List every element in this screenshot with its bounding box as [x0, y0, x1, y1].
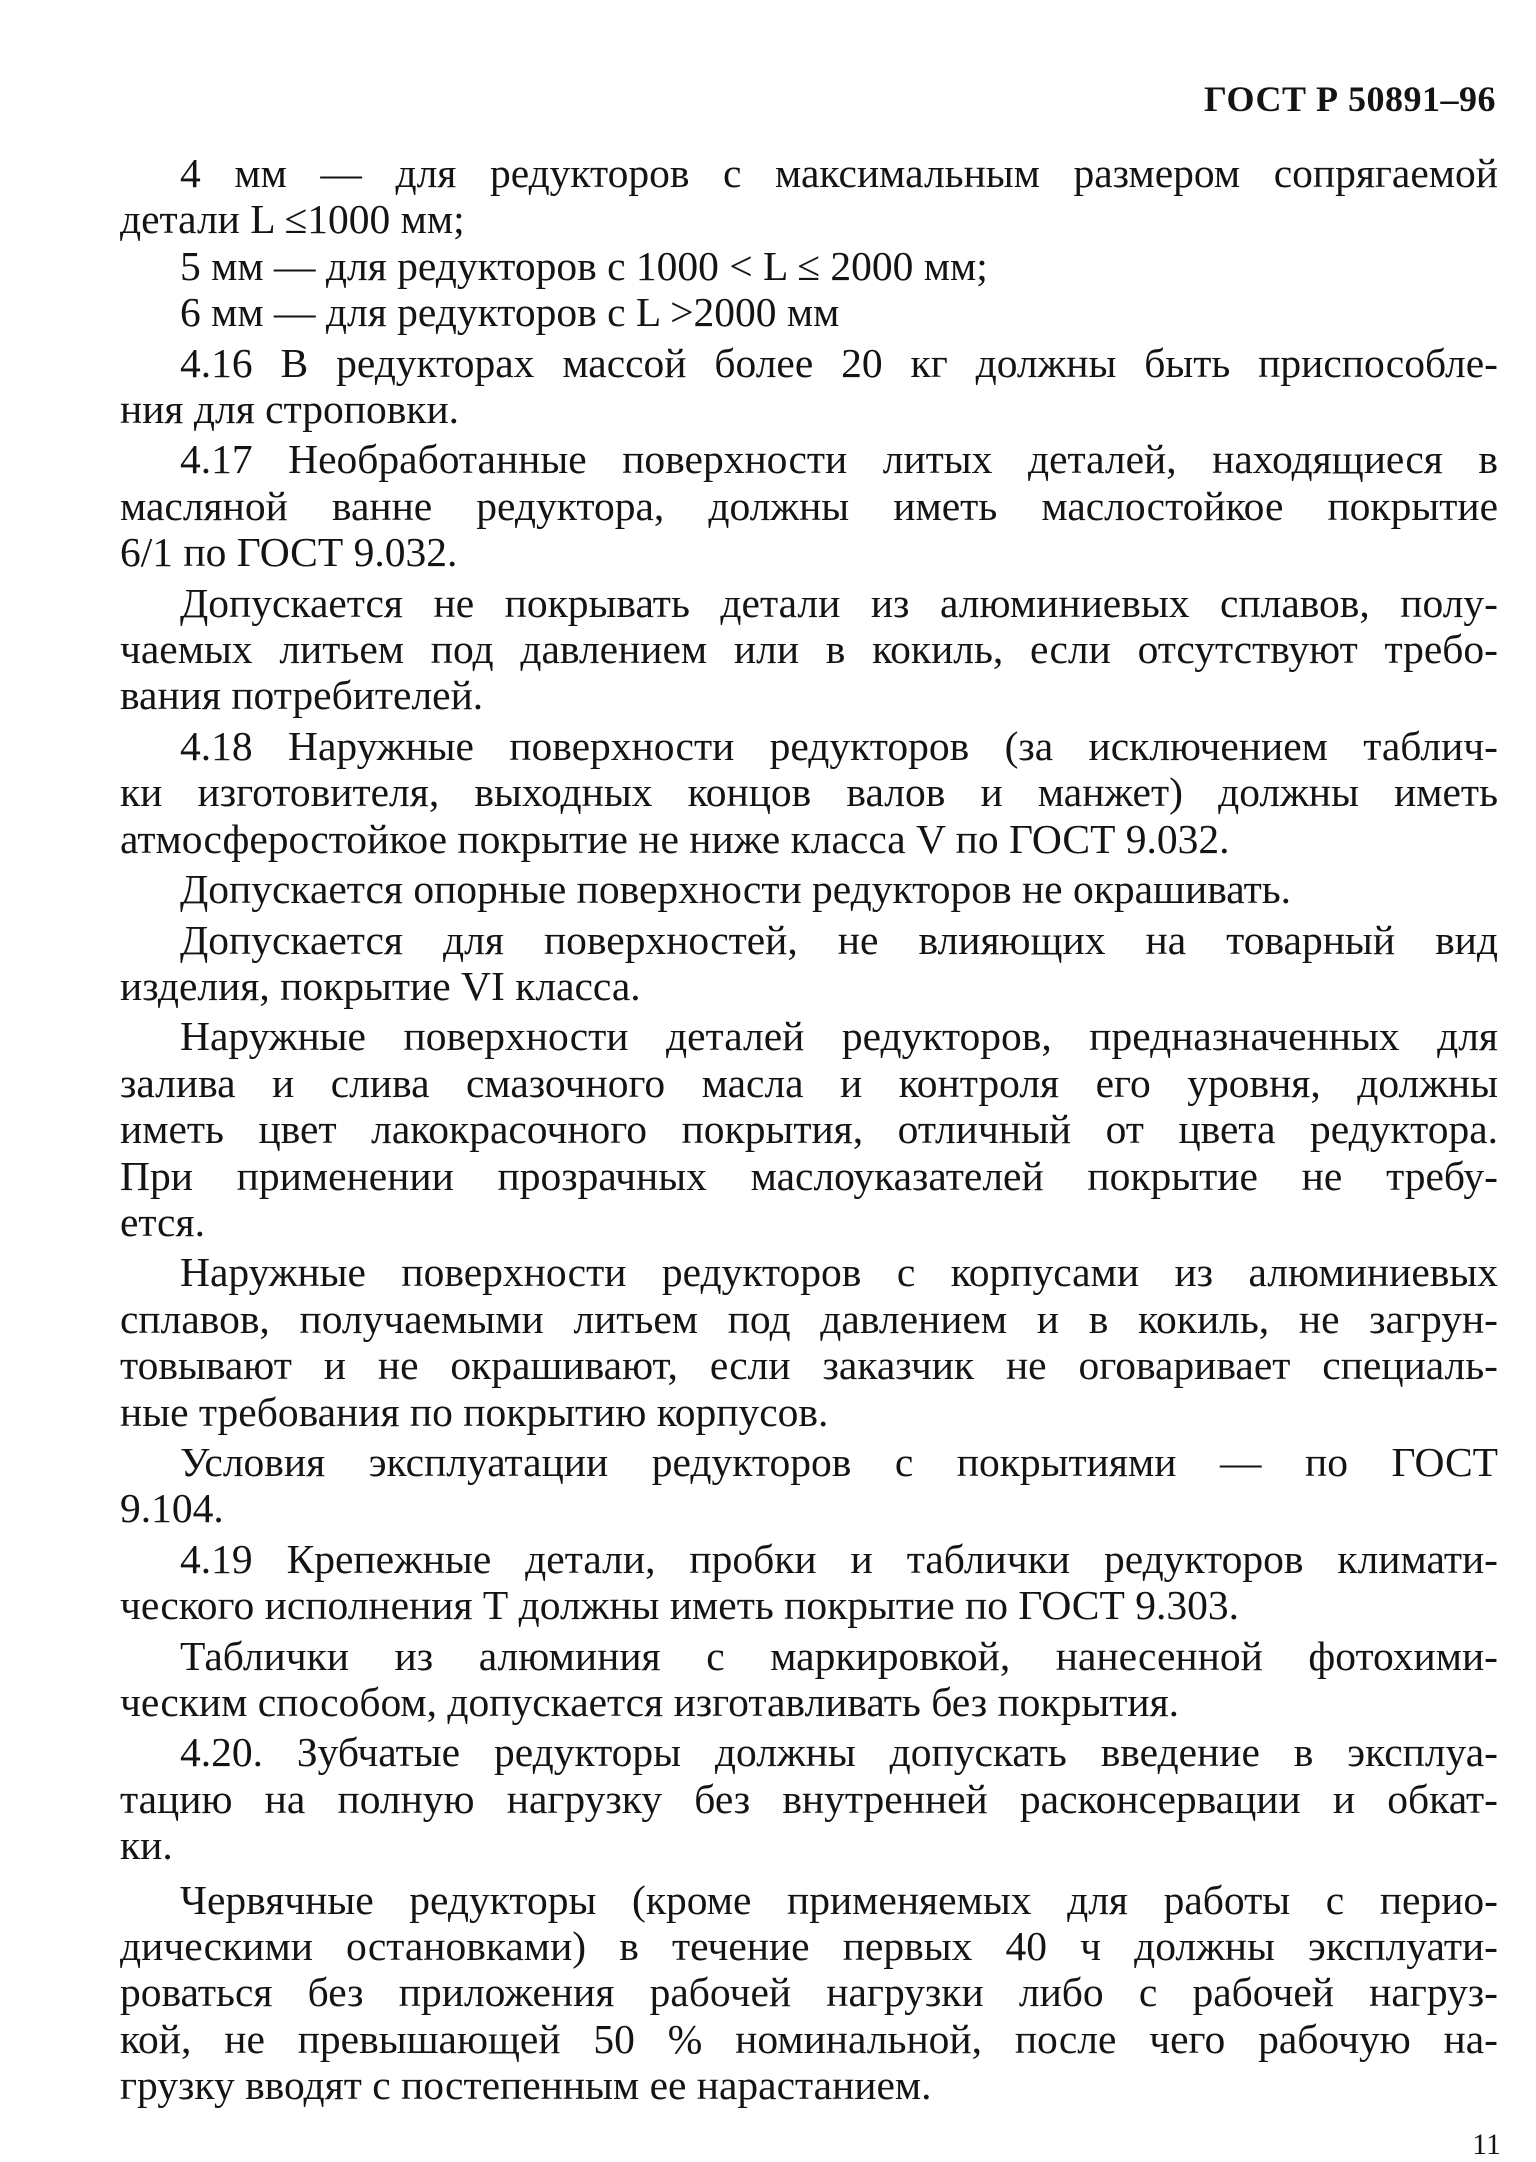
- text-line: ния для строповки.: [120, 386, 460, 433]
- text-line: грузку вводят с постепенным ее нарастанием.: [120, 2062, 932, 2109]
- text-line: ные требования по покрытию корпусов.: [120, 1388, 829, 1435]
- text-line: 9.104.: [120, 1485, 224, 1532]
- text-line: Допускается опорные поверхности редукторов не окрашивать.: [180, 866, 1292, 913]
- text-line: ческим способом, допускается изготавливать без покрытия.: [120, 1679, 1180, 1725]
- text-line: дическими остановками) в течение первых 40 ч должны эксплуати-: [120, 1923, 1498, 1970]
- text-line: ческого исполнения Т должны иметь покрытие по ГОСТ 9.303.: [120, 1582, 1239, 1629]
- text-line: иметь цвет лакокрасочного покрытия, отличный от цвета редуктора.: [120, 1106, 1498, 1153]
- text-line: атмосферостойкое покрытие не ниже класса V по ГОСТ 9.032.: [120, 815, 1230, 862]
- text-line: ки.: [120, 1822, 173, 1869]
- text-line: детали L ≤1000 мм;: [120, 196, 465, 243]
- text-line: 4.20. Зубчатые редукторы должны допускать введение в эксплуа-: [180, 1729, 1498, 1776]
- text-line: 5 мм — для редукторов с 1000 < L ≤ 2000 мм;: [180, 242, 988, 289]
- text-line: Наружные поверхности деталей редукторов, предназначенных для: [180, 1013, 1498, 1060]
- text-line: товывают и не окрашивают, если заказчик не оговаривает специаль-: [120, 1342, 1498, 1389]
- text-line: тацию на полную нагрузку без внутренней расконсервации и обкат-: [120, 1775, 1498, 1822]
- text-line: 4.18 Наружные поверхности редукторов (за исключением таблич-: [180, 722, 1498, 769]
- text-line: сплавов, получаемыми литьем под давлением и в кокиль, не загрун-: [120, 1295, 1498, 1342]
- text-line: Условия эксплуатации редукторов с покрытиями — по ГОСТ: [180, 1438, 1498, 1485]
- text-line: Допускается не покрывать детали из алюминиевых сплавов, полу-: [180, 579, 1498, 626]
- text-line: чаемых литьем под давлением или в кокиль, если отсутствуют требо-: [120, 626, 1498, 673]
- text-line: залива и слива смазочного масла и контроля его уровня, должны: [120, 1059, 1498, 1106]
- text-line: изделия, покрытие VI класса.: [120, 962, 641, 1009]
- text-line: Червячные редукторы (кроме применяемых для работы с перио-: [180, 1876, 1498, 1923]
- text-line: кой, не превышающей 50 % номинальной, после чего рабочую на-: [120, 2015, 1498, 2062]
- text-line: роваться без приложения рабочей нагрузки либо с рабочей нагруз-: [120, 1969, 1498, 2016]
- text-line: 4.17 Необработанные поверхности литых деталей, находящиеся в: [180, 436, 1498, 483]
- text-line: вания потребителей.: [120, 672, 484, 719]
- text-line: 6 мм — для редукторов с L >2000 мм: [180, 289, 840, 336]
- text-line: 4.19 Крепежные детали, пробки и таблички редукторов климати-: [180, 1535, 1498, 1582]
- text-line: ки изготовителя, выходных концов валов и манжет) должны иметь: [120, 769, 1498, 816]
- text-line: Допускается для поверхностей, не влияющих на товарный вид: [180, 916, 1498, 963]
- text-line: масляной ванне редуктора, должны иметь маслостойкое покрытие: [120, 482, 1498, 529]
- text-line: 6/1 по ГОСТ 9.032.: [120, 529, 458, 576]
- text-line: 4.16 В редукторах массой более 20 кг должны быть приспособле-: [180, 339, 1498, 386]
- text-line: Таблички из алюминия с маркировкой, нанесенной фотохими-: [180, 1632, 1498, 1679]
- document-body: [120, 150, 1498, 2109]
- document-header: ГОСТ Р 50891–96: [1204, 79, 1496, 119]
- text-line: При применении прозрачных маслоуказателей покрытие не требу-: [120, 1152, 1498, 1199]
- text-line: Наружные поверхности редукторов с корпусами из алюминиевых: [180, 1249, 1498, 1296]
- page-number: 11: [1472, 2128, 1501, 2161]
- text-line: ется.: [120, 1198, 205, 1245]
- text-line: 4 мм — для редукторов с максимальным размером сопрягаемой: [180, 150, 1498, 196]
